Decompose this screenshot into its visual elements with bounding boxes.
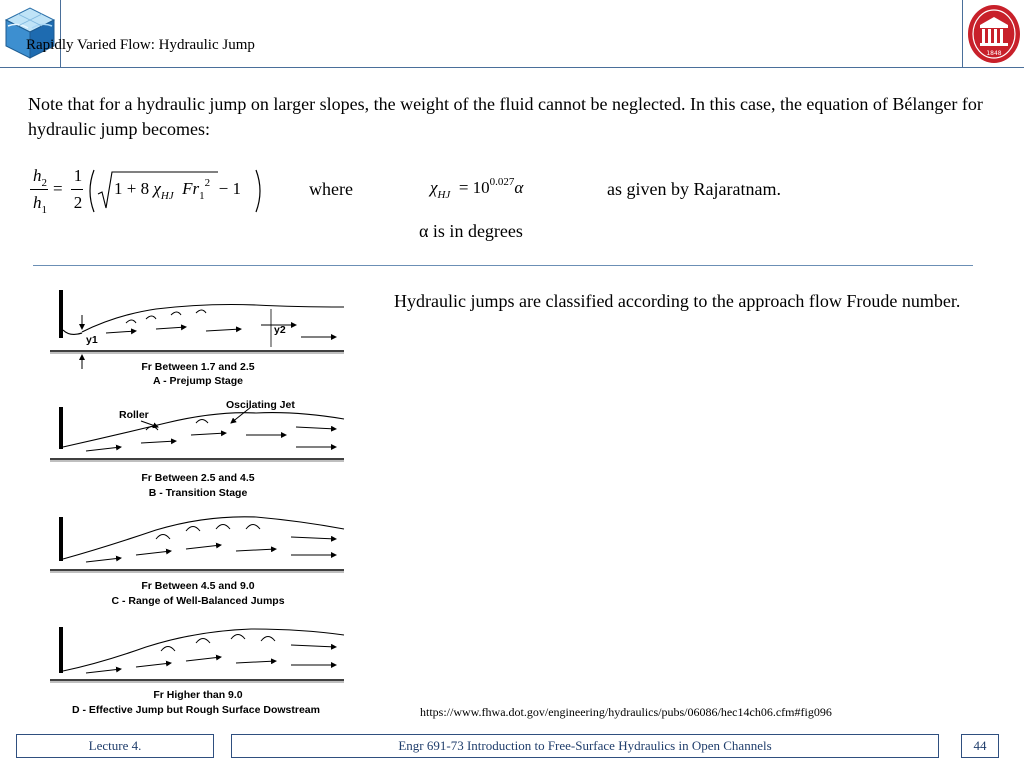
footer-page-number: 44 <box>961 734 999 758</box>
panel-c-well-balanced <box>50 517 344 607</box>
panel-d-effective-jump <box>50 627 344 716</box>
eq-h1: h <box>33 193 42 212</box>
roller-label: Roller <box>119 409 149 421</box>
panel-c-range: Fr Between 4.5 and 9.0 <box>141 580 255 592</box>
panel-b-stage: B - Transition Stage <box>148 487 248 499</box>
hydraulic-jump-figure <box>46 285 351 720</box>
footer-course-title: Engr 691-73 Introduction to Free-Surface Hydraulics in Open Channels <box>231 734 939 758</box>
where-label: where <box>309 179 353 199</box>
panel-d-range: Fr Higher than 9.0 <box>153 689 243 701</box>
rajaratnam-note: as given by Rajaratnam. <box>607 179 781 199</box>
panel-a-stage: A - Prejump Stage <box>152 375 244 387</box>
panel-b-range: Fr Between 2.5 and 4.5 <box>141 472 255 484</box>
chi-hj-equation: $\chi_{HJ} = 10^{0.027}\alpha$ <box>430 176 524 201</box>
classification-text: Hydraulic jumps are classified according to the approach flow Froude number. <box>394 291 961 311</box>
panel-a-range: Fr Between 1.7 and 2.5 <box>141 361 255 373</box>
y1-label: y1 <box>86 334 98 346</box>
y2-label: y2 <box>274 324 286 336</box>
section-separator <box>33 265 973 266</box>
alpha-degrees-note: α is in degrees <box>419 221 523 241</box>
university-seal-logo <box>966 3 1022 65</box>
eq-h2: h <box>33 166 42 185</box>
source-url-link[interactable]: https://www.fhwa.dot.gov/engineering/hydraulics/pubs/06086/hec14ch06.cfm#fig096 <box>420 705 832 719</box>
panel-b-transition <box>50 399 344 499</box>
seal-year: 1848 <box>986 50 1002 57</box>
intro-paragraph: Note that for a hydraulic jump on larger slopes, the weight of the fluid cannot be neglected. In this case, the equation of Bélanger for hydraulic jump becomes: <box>28 94 983 139</box>
header-left-divider <box>60 0 61 68</box>
belanger-equation: $h_2$ $h_1$ = 1 2 1 + 8 $\chi_{HJ}$ $Fr_1^2 - 1$ <box>28 162 278 220</box>
panel-d-stage: D - Effective Jump but Rough Surface Dowstream <box>72 704 320 716</box>
slide-title: Rapidly Varied Flow: Hydraulic Jump <box>26 37 255 53</box>
panel-c-stage: C - Range of Well-Balanced Jumps <box>111 595 285 607</box>
footer-lecture: Lecture 4. <box>16 734 214 758</box>
panel-a-prejump <box>50 290 344 387</box>
header-right-divider <box>962 0 963 68</box>
oscillating-jet-label: Oscilating Jet <box>226 399 295 411</box>
header-top-rule <box>0 67 1024 68</box>
